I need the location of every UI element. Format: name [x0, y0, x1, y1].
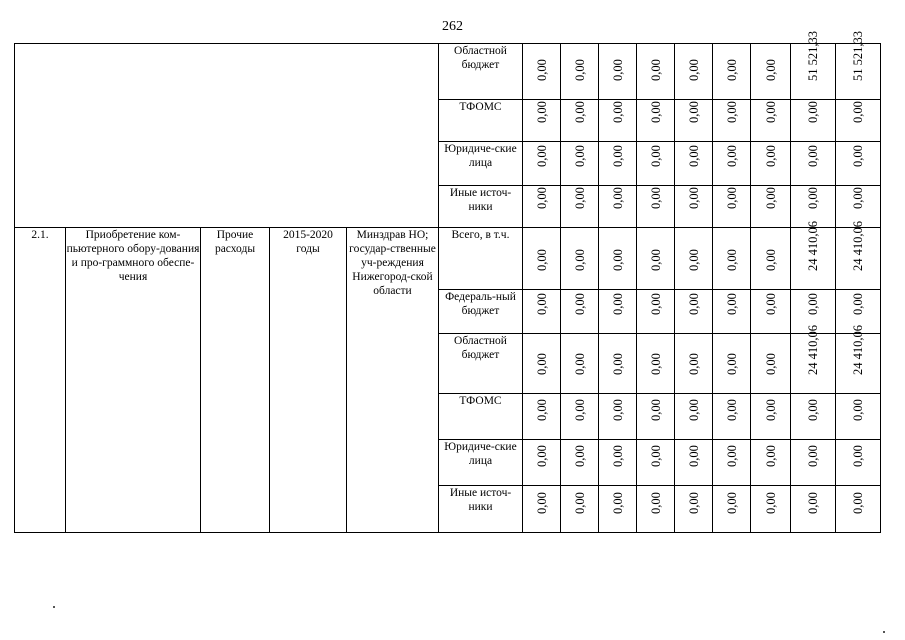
value-cell [836, 221, 881, 290]
value-cell [751, 440, 791, 486]
value-text: 0,00 [572, 101, 587, 123]
source-cell: Иные источ-ники [439, 486, 523, 533]
value-text: 0,00 [724, 353, 739, 375]
value-cell [675, 100, 713, 142]
value-cell [523, 186, 561, 228]
value-cell [561, 440, 599, 486]
value-text: 0,00 [686, 353, 701, 375]
value-cell [751, 186, 791, 228]
value-text: 0,00 [724, 59, 739, 81]
value-cell [751, 100, 791, 142]
value-cell [523, 100, 561, 142]
value-cell [791, 394, 836, 440]
value-text: 0,00 [610, 145, 625, 167]
value-cell [751, 44, 791, 100]
value-text: 0,00 [534, 187, 549, 209]
value-cell [713, 100, 751, 142]
value-cell [637, 186, 675, 228]
value-text: 0,00 [610, 187, 625, 209]
value-text: 0,00 [572, 353, 587, 375]
value-cell [637, 100, 675, 142]
value-cell [836, 31, 881, 100]
value-cell [637, 334, 675, 394]
value-cell [675, 394, 713, 440]
value-text: 24 410,06 [806, 325, 820, 375]
value-cell [637, 228, 675, 290]
value-cell [675, 440, 713, 486]
value-cell [599, 290, 637, 334]
value-cell [713, 186, 751, 228]
value-cell [675, 142, 713, 186]
value-text: 0,00 [648, 492, 663, 514]
value-cell [836, 325, 881, 394]
value-cell [599, 334, 637, 394]
value-text: 24 410,06 [851, 221, 865, 271]
value-text: 0,00 [534, 353, 549, 375]
value-cell [599, 440, 637, 486]
value-text: 0,00 [572, 445, 587, 467]
value-cell [561, 334, 599, 394]
value-cell [751, 228, 791, 290]
scan-speck [53, 606, 55, 608]
value-cell [523, 440, 561, 486]
value-cell [523, 394, 561, 440]
value-text: 0,00 [648, 145, 663, 167]
value-text: 0,00 [572, 492, 587, 514]
value-text: 0,00 [648, 353, 663, 375]
source-cell: Областной бюджет [439, 44, 523, 100]
source-cell: Областной бюджет [439, 334, 523, 394]
value-cell [751, 142, 791, 186]
value-text: 0,00 [763, 293, 778, 315]
value-text: 0,00 [610, 293, 625, 315]
value-cell [836, 100, 881, 142]
value-text: 0,00 [534, 492, 549, 514]
value-text: 0,00 [572, 187, 587, 209]
value-cell [751, 486, 791, 533]
value-text: 0,00 [763, 445, 778, 467]
value-text: 0,00 [686, 445, 701, 467]
value-text: 0,00 [610, 59, 625, 81]
value-cell [599, 228, 637, 290]
value-text: 0,00 [806, 399, 820, 421]
value-text: 0,00 [851, 293, 865, 315]
value-cell [637, 44, 675, 100]
value-text: 0,00 [851, 399, 865, 421]
value-text: 0,00 [763, 399, 778, 421]
value-cell [523, 290, 561, 334]
value-text: 0,00 [572, 293, 587, 315]
value-text: 0,00 [534, 145, 549, 167]
value-text: 0,00 [534, 249, 549, 271]
value-cell [523, 228, 561, 290]
value-text: 0,00 [763, 492, 778, 514]
value-cell [791, 31, 836, 100]
value-cell [599, 44, 637, 100]
value-cell [836, 142, 881, 186]
value-text: 0,00 [724, 399, 739, 421]
value-cell [599, 100, 637, 142]
value-cell [523, 486, 561, 533]
value-cell [675, 334, 713, 394]
value-text: 0,00 [686, 145, 701, 167]
value-cell [523, 44, 561, 100]
value-cell [751, 334, 791, 394]
source-cell: Юридиче-ские лица [439, 142, 523, 186]
value-text: 0,00 [851, 492, 865, 514]
value-text: 0,00 [806, 145, 820, 167]
value-cell [791, 142, 836, 186]
value-text: 0,00 [686, 187, 701, 209]
value-cell [561, 100, 599, 142]
value-text: 0,00 [648, 445, 663, 467]
value-text: 0,00 [610, 492, 625, 514]
value-text: 0,00 [763, 145, 778, 167]
value-text: 0,00 [686, 293, 701, 315]
item-name: Приобретение ком-пьютерного обору-дования и про-граммного обеспе-чения [66, 228, 201, 533]
source-cell: ТФОМС [439, 100, 523, 142]
value-text: 0,00 [686, 59, 701, 81]
value-text: 0,00 [648, 399, 663, 421]
value-cell [713, 394, 751, 440]
value-cell [561, 486, 599, 533]
value-text: 0,00 [724, 101, 739, 123]
period: 2015-2020 годы [270, 228, 347, 533]
value-cell [637, 486, 675, 533]
value-text: 51 521,33 [806, 31, 820, 81]
value-text: 0,00 [724, 145, 739, 167]
value-cell [713, 142, 751, 186]
value-text: 0,00 [648, 59, 663, 81]
value-cell [637, 440, 675, 486]
value-cell [599, 142, 637, 186]
source-cell: Федераль-ный бюджет [439, 290, 523, 334]
value-text: 24 410,06 [851, 325, 865, 375]
value-text: 0,00 [806, 445, 820, 467]
value-text: 0,00 [534, 101, 549, 123]
value-text: 0,00 [686, 249, 701, 271]
value-cell [561, 142, 599, 186]
value-text: 0,00 [851, 101, 865, 123]
scan-speck [883, 631, 885, 633]
source-cell: Иные источ-ники [439, 186, 523, 228]
value-text: 0,00 [610, 249, 625, 271]
value-text: 0,00 [806, 187, 820, 209]
value-text: 0,00 [648, 293, 663, 315]
value-text: 0,00 [534, 293, 549, 315]
value-cell [791, 221, 836, 290]
value-text: 0,00 [724, 187, 739, 209]
source-cell: Юридиче-ские лица [439, 440, 523, 486]
value-cell [561, 186, 599, 228]
budget-table [14, 31, 881, 533]
value-text: 0,00 [763, 187, 778, 209]
value-text: 0,00 [534, 445, 549, 467]
value-text: 0,00 [572, 249, 587, 271]
value-cell [637, 142, 675, 186]
table-body [15, 31, 881, 533]
executor: Минздрав НО; государ-ственные уч-реждения Нижегород-ской области [347, 228, 439, 533]
value-text: 0,00 [610, 445, 625, 467]
value-cell [561, 228, 599, 290]
value-cell [713, 44, 751, 100]
value-text: 0,00 [724, 445, 739, 467]
value-text: 0,00 [851, 445, 865, 467]
value-cell [637, 290, 675, 334]
value-text: 0,00 [763, 353, 778, 375]
value-text: 0,00 [572, 145, 587, 167]
value-text: 0,00 [610, 101, 625, 123]
value-cell [836, 394, 881, 440]
value-cell [561, 44, 599, 100]
table-row [15, 44, 881, 100]
value-cell [675, 228, 713, 290]
value-text: 0,00 [806, 293, 820, 315]
value-cell [751, 394, 791, 440]
value-cell [751, 290, 791, 334]
value-text: 0,00 [806, 492, 820, 514]
source-cell: Всего, в т.ч. [439, 228, 523, 290]
value-cell [791, 440, 836, 486]
value-cell [561, 394, 599, 440]
value-text: 0,00 [572, 59, 587, 81]
source-cell: ТФОМС [439, 394, 523, 440]
value-cell [599, 486, 637, 533]
value-cell [599, 186, 637, 228]
value-text: 0,00 [806, 101, 820, 123]
value-text: 0,00 [648, 101, 663, 123]
value-cell [713, 334, 751, 394]
value-cell [523, 142, 561, 186]
value-cell [836, 440, 881, 486]
blank-header-area [15, 44, 439, 228]
value-text: 0,00 [686, 492, 701, 514]
value-cell [675, 186, 713, 228]
value-cell [713, 486, 751, 533]
value-text: 0,00 [610, 399, 625, 421]
value-text: 0,00 [763, 101, 778, 123]
value-text: 0,00 [686, 101, 701, 123]
value-cell [713, 290, 751, 334]
value-text: 0,00 [648, 249, 663, 271]
item-number: 2.1. [15, 228, 66, 533]
value-text: 0,00 [763, 59, 778, 81]
value-cell [791, 100, 836, 142]
value-text: 0,00 [851, 187, 865, 209]
value-text: 0,00 [534, 59, 549, 81]
value-cell [713, 440, 751, 486]
value-cell [836, 486, 881, 533]
value-text: 0,00 [648, 187, 663, 209]
value-text: 24 410,06 [806, 221, 820, 271]
value-cell [675, 44, 713, 100]
table-row [15, 228, 881, 290]
value-text: 0,00 [724, 249, 739, 271]
page-number: 262 [442, 19, 463, 34]
value-cell [791, 325, 836, 394]
value-cell [637, 394, 675, 440]
value-cell [561, 290, 599, 334]
value-text: 0,00 [686, 399, 701, 421]
value-cell [791, 486, 836, 533]
value-text: 0,00 [724, 492, 739, 514]
expense-type: Прочие расходы [201, 228, 270, 533]
value-text: 0,00 [851, 145, 865, 167]
value-text: 0,00 [724, 293, 739, 315]
value-text: 0,00 [572, 399, 587, 421]
value-text: 51 521,33 [851, 31, 865, 81]
value-cell [523, 334, 561, 394]
value-cell [713, 228, 751, 290]
value-text: 0,00 [763, 249, 778, 271]
value-text: 0,00 [610, 353, 625, 375]
value-text: 0,00 [534, 399, 549, 421]
value-cell [675, 486, 713, 533]
value-cell [599, 394, 637, 440]
value-cell [675, 290, 713, 334]
